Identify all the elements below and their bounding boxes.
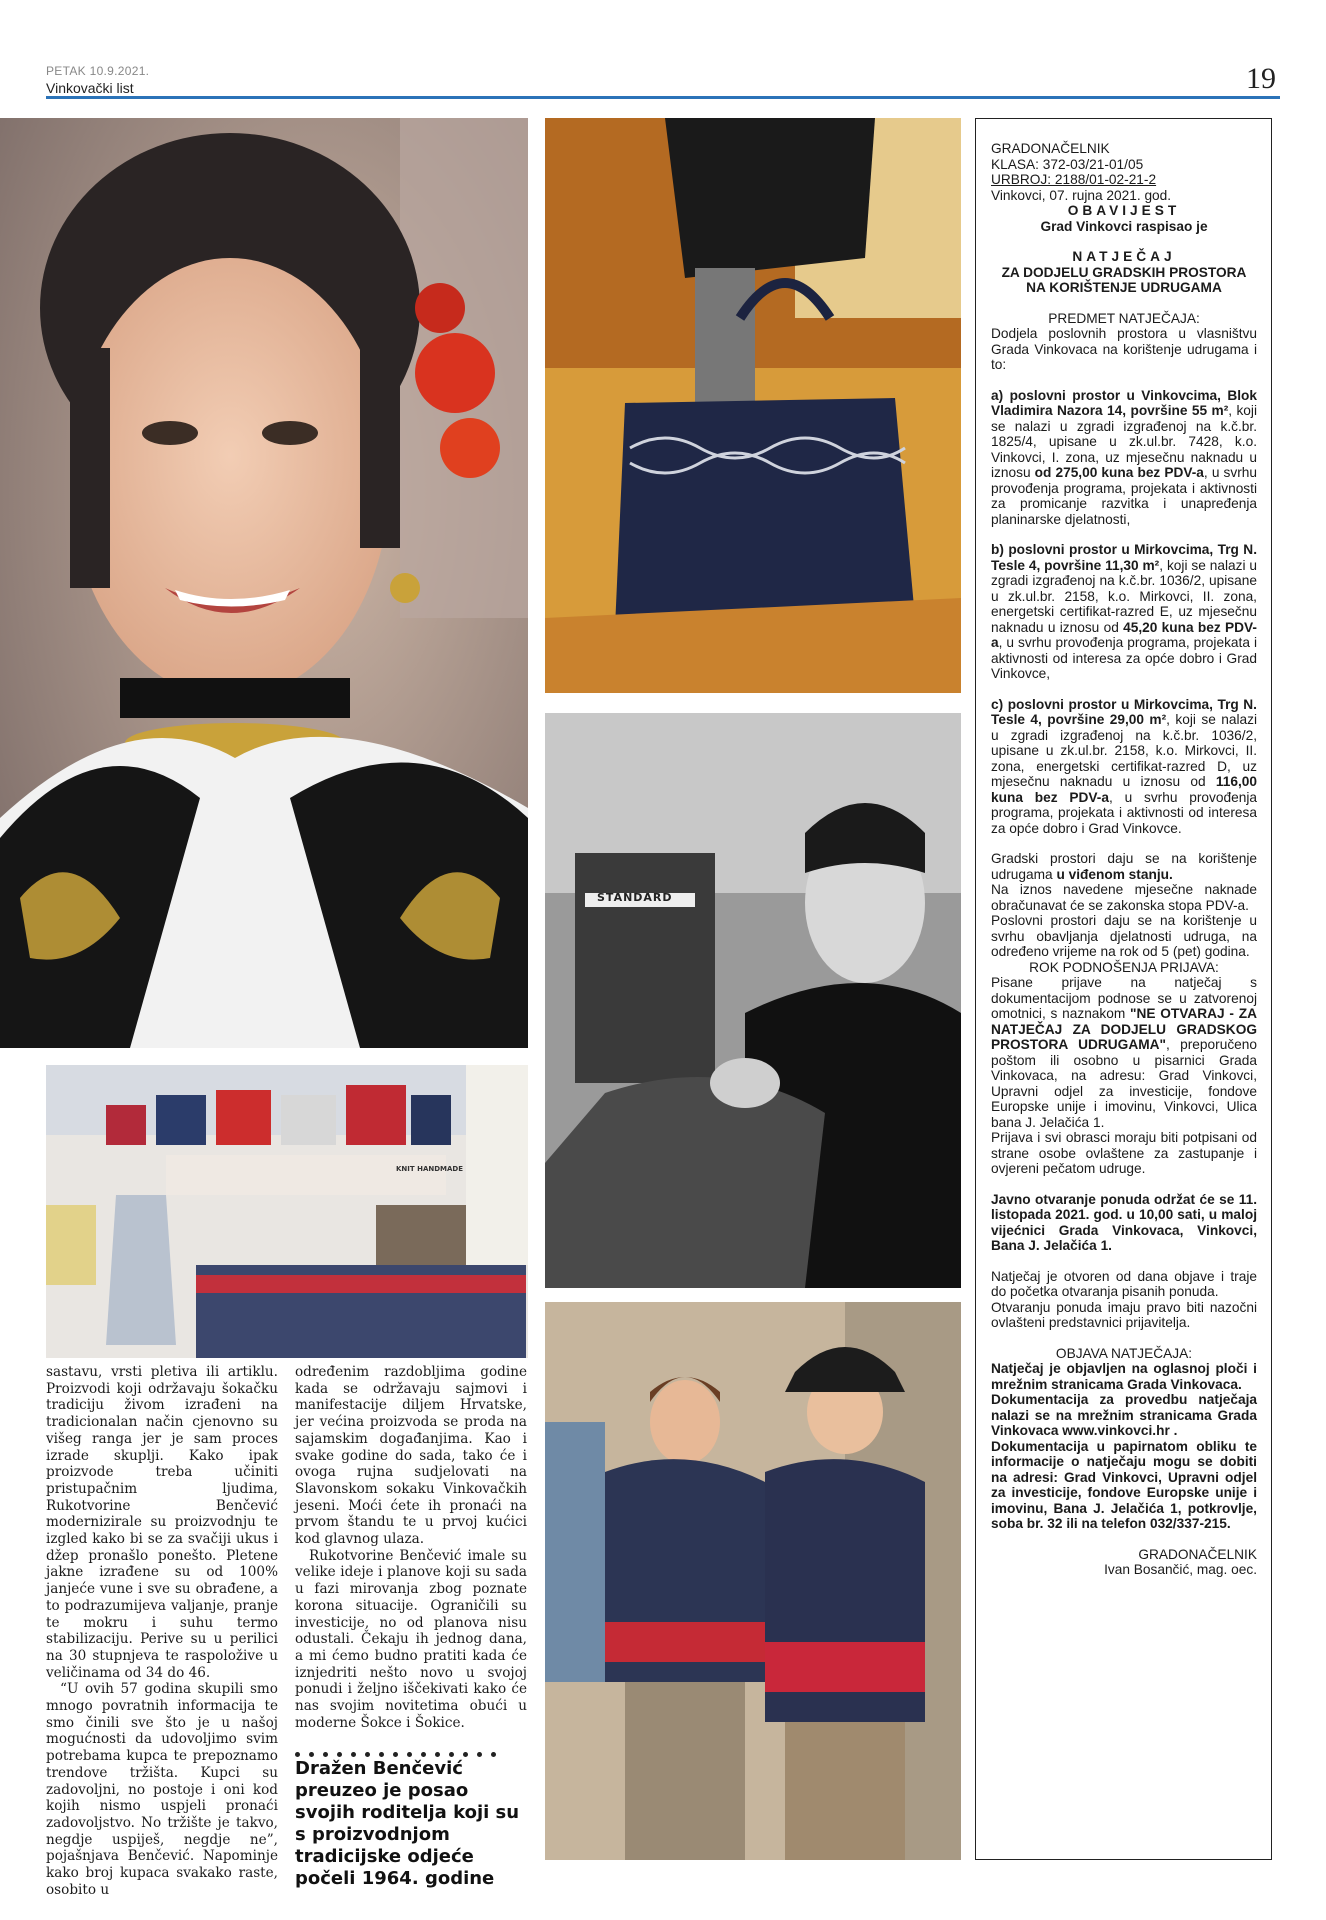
notice-objava-1: Natječaj je objavljen na oglasnoj ploči i mrežnim stranicama Grada Vinkovaca. <box>991 1361 1257 1392</box>
notice-date: Vinkovci, 07. rujna 2021. god. <box>991 187 1172 203</box>
article-paragraph: Rukotvorine Benčević imale su velike ideje i planove koji su sada u fazi mirovanja zbog poznate korona situacije. Ograničili su investicije, no od planova nisu odustali. Čekaju ih jednog dana, a mi ćemo budno pratiti kada će iznjedriti nešto novo u svojoj ponudi i željno iščekivati kako će nas svojim novitetima obući u moderne Šokce i Šokice. <box>295 1547 527 1731</box>
issue-date: PETAK 10.9.2021. <box>46 64 150 78</box>
tender-notice <box>975 118 1272 1860</box>
notice-pdv: Na iznos navedene mjesečne naknade obračunavat će se zakonska stopa PDV-a. <box>991 882 1257 913</box>
fair-photo <box>46 1065 528 1358</box>
notice-rok-heading: ROK PODNOŠENJA PRIJAVA: <box>1029 959 1219 975</box>
notice-otvoren: Natječaj je otvoren od dana objave i traje do početka otvaranja pisanih ponuda. <box>991 1268 1257 1299</box>
notice-raspisao: Grad Vinkovci raspisao je <box>1040 218 1208 234</box>
notice-item-c: c) poslovni prostor u Mirkovcima, Trg N. Tesle 4, površine 29,00 m², koji se nalazi u zgradi izgrađenoj na k.č.br. 1036/2, upisane u zk.ul.br. 2158, k.o. Mirkovci, II. zona, energetski certifikat-razred D, uz mjesečnu naknadu u iznosu od 116,00 kuna bez PDV-a, u svrhu provođenja programa, projekata i aktivnosti od interesa za opće dobro i Grad Vinkovce. <box>991 696 1258 836</box>
notice-objava-heading: OBJAVA NATJEČAJA: <box>1055 1345 1193 1361</box>
children-photo <box>545 1302 961 1860</box>
headline-dots <box>295 1742 520 1752</box>
notice-rok-koristenja: Poslovni prostori daju se na korištenje u svrhu obavljanja djelatnosti udruga, na određeno vrijeme na rok od 5 (pet) godina. <box>991 913 1257 959</box>
notice-office: GRADONAČELNIK <box>991 141 1110 156</box>
notice-obavijest: OBAVIJEST <box>1067 203 1181 218</box>
article-paragraph: “U ovih 57 godina skupili smo mnogo povratnih informacija te smo činili sve što je u našoj mogućnosti da udovoljimo svim potrebama kupca te prepoznamo trendove tržišta. Kupci su zadovoljni, no postoje i oni kod kojih nismo uspjeli pronaći zadovoljstvo. No tržište je takvo, negdje uspiješ, negdje ne”, pojašnjava Benčević. Napominje kako broj kupaca svakako raste, osobito u <box>46 1681 278 1898</box>
notice-javno-otvaranje: Javno otvaranje ponuda održat će se 11. listopada 2021. god. u 10,00 sati, u maloj vijećnici Grada Vinkovaca, Vinkovci, Bana J. Jelačića 1. <box>991 1191 1257 1253</box>
bag-photo <box>545 118 961 693</box>
notice-potpis: Prijava i svi obrasci moraju biti potpisani od strane osobe ovlaštene za zastupanje i ovjereni pečatom udruge. <box>991 1130 1257 1176</box>
article-paragraph: sastavu, vrsti pletiva ili artiklu. Proizvodi koji održavaju šokačku tradiciju živom izrađeni na tradicionalan način cjenovno su višeg ranga jer je sam proces izrade skuplji. Kako ipak proizvode treba učiniti pristupačnim ljudima, Rukotvorine Benčević modernizirale su proizvodnju te izgled kako bi se za svačiji ukus i džep pronašlo ponešto. Pletene jakne izrađene su od 100% janjeće vune i sve su obrađene, a to podrazumijeva valjanje, pranje te mokru i suhu termo stabilizaciju. Perive su u perilici na 30 stupnjeva te raspoložive u veličinama od 34 do 46. <box>46 1364 278 1681</box>
vintage-photo <box>545 713 961 1288</box>
notice-predmet: Dodjela poslovnih prostora u vlasništvu Grada Vinkovaca na korištenje udrugama i to: <box>991 326 1257 372</box>
page-number: 19 <box>1246 62 1276 95</box>
article-column-2 <box>295 1364 527 1731</box>
portrait-photo <box>0 118 528 1048</box>
notice-predmet-heading: PREDMET NATJEČAJA: <box>1048 310 1200 326</box>
article-paragraph: određenim razdobljima godine kada se održavaju sajmovi i manifestacije diljem Hrvatske, jer većina proizvoda se proda na sajamskim događanjima. Kao i svake godine do sada, tako će i ovoga rujna sudjelovati na Slavonskom sokaku Vinkovačkih jeseni. Moći ćete ih pronaći na prvom štandu te u prvoj kućici kod glavnog ulaza. <box>295 1364 527 1548</box>
notice-sign-title: GRADONAČELNIK <box>1138 1546 1257 1562</box>
notice-urbroj: URBROJ: 2188/01-02-21-2 <box>991 172 1157 187</box>
notice-item-a: a) poslovni prostor u Vinkovcima, Blok Vladimira Nazora 14, površine 55 m², koji se nalazi u zgradi izgrađenoj na k.č.br. 1825/4, upisane u zk.ul.br. 7428, k.o. Vinkovci, I. zona, uz mjesečnu naknadu u iznosu od 275,00 kuna bez PDV-a, u svrhu provođenja programa, projekata i aktivnosti za promicanje razvitka i unapređenja planinarske djelatnosti, <box>991 387 1257 527</box>
notice-natjecaj: NATJEČAJ <box>1072 249 1176 264</box>
stand-sign: KNIT HANDMADE <box>396 1165 464 1173</box>
pull-quote-headline: Dražen Benčević preuzeo je posao svojih roditelja koji su s proizvodnjom tradicijske odjeće počeli 1964. godine <box>295 1758 520 1889</box>
notice-rok: Pisane prijave na natječaj s dokumentacijom podnose se u zatvorenoj omotnici, s naznakom "NE OTVARAJ - ZA NATJEČAJ ZA DODJELU GRADSKOG PROSTORA UDRUGAMA", preporučeno poštom ili osobno u pisarnici Grada Vinkovaca, na adresu: Grad Vinkovci, Upravni odjel za investicije, fondove Europske unije i imovinu, Vinkovci, Ulica bana J. Jelačića 1. <box>991 975 1257 1130</box>
publication-name: Vinkovački list <box>46 80 134 96</box>
header-rule <box>46 96 1280 99</box>
notice-sign-name: Ivan Bosančić, mag. oec. <box>1104 1562 1257 1577</box>
notice-pravo: Otvaranju ponuda imaju pravo biti nazočni ovlašteni predstavnici prijavitelja. <box>991 1299 1257 1330</box>
notice-item-b: b) poslovni prostor u Mirkovcima, Trg N. Tesle 4, površine 11,30 m², koji se nalazi u zgradi izgrađenoj na k.č.br. 1036/2, upisane u zk.ul.br. 2158, k.o. Mirkovci, II. zona, energetski certifikat-razred E, uz mjesečnu naknadu u iznosu od 45,20 kuna bez PDV-a, u svrhu provođenja programa, projekata i aktivnosti od interesa za opće dobro i Grad Vinkovce, <box>991 542 1257 681</box>
notice-klasa: KLASA: 372-03/21-01/05 <box>991 156 1144 172</box>
article-column-1 <box>46 1364 278 1899</box>
notice-title: ZA DODJELU GRADSKIH PROSTORA NA KORIŠTENJE UDRUGAMA <box>1001 264 1247 295</box>
notice-objava-3: Dokumentacija u papirnatom obliku te informacije o natječaju mogu se dobiti na adresi: Grad Vinkovci, Upravni odjel za investicije, fondove Europske unije i imovinu, Bana J. Jelačića 1, potkrovlje, soba br. 32 ili na telefon 032/337-215. <box>991 1438 1257 1531</box>
machine-label: STANDARD <box>597 891 673 904</box>
notice-objava-2: Dokumentacija za provedbu natječaja nalazi se na mrežnim stranicama Grada Vinkovaca www.vinkovci.hr . <box>991 1392 1257 1438</box>
notice-stanje: Gradski prostori daju se na korištenje udrugama u viđenom stanju. <box>991 851 1257 882</box>
